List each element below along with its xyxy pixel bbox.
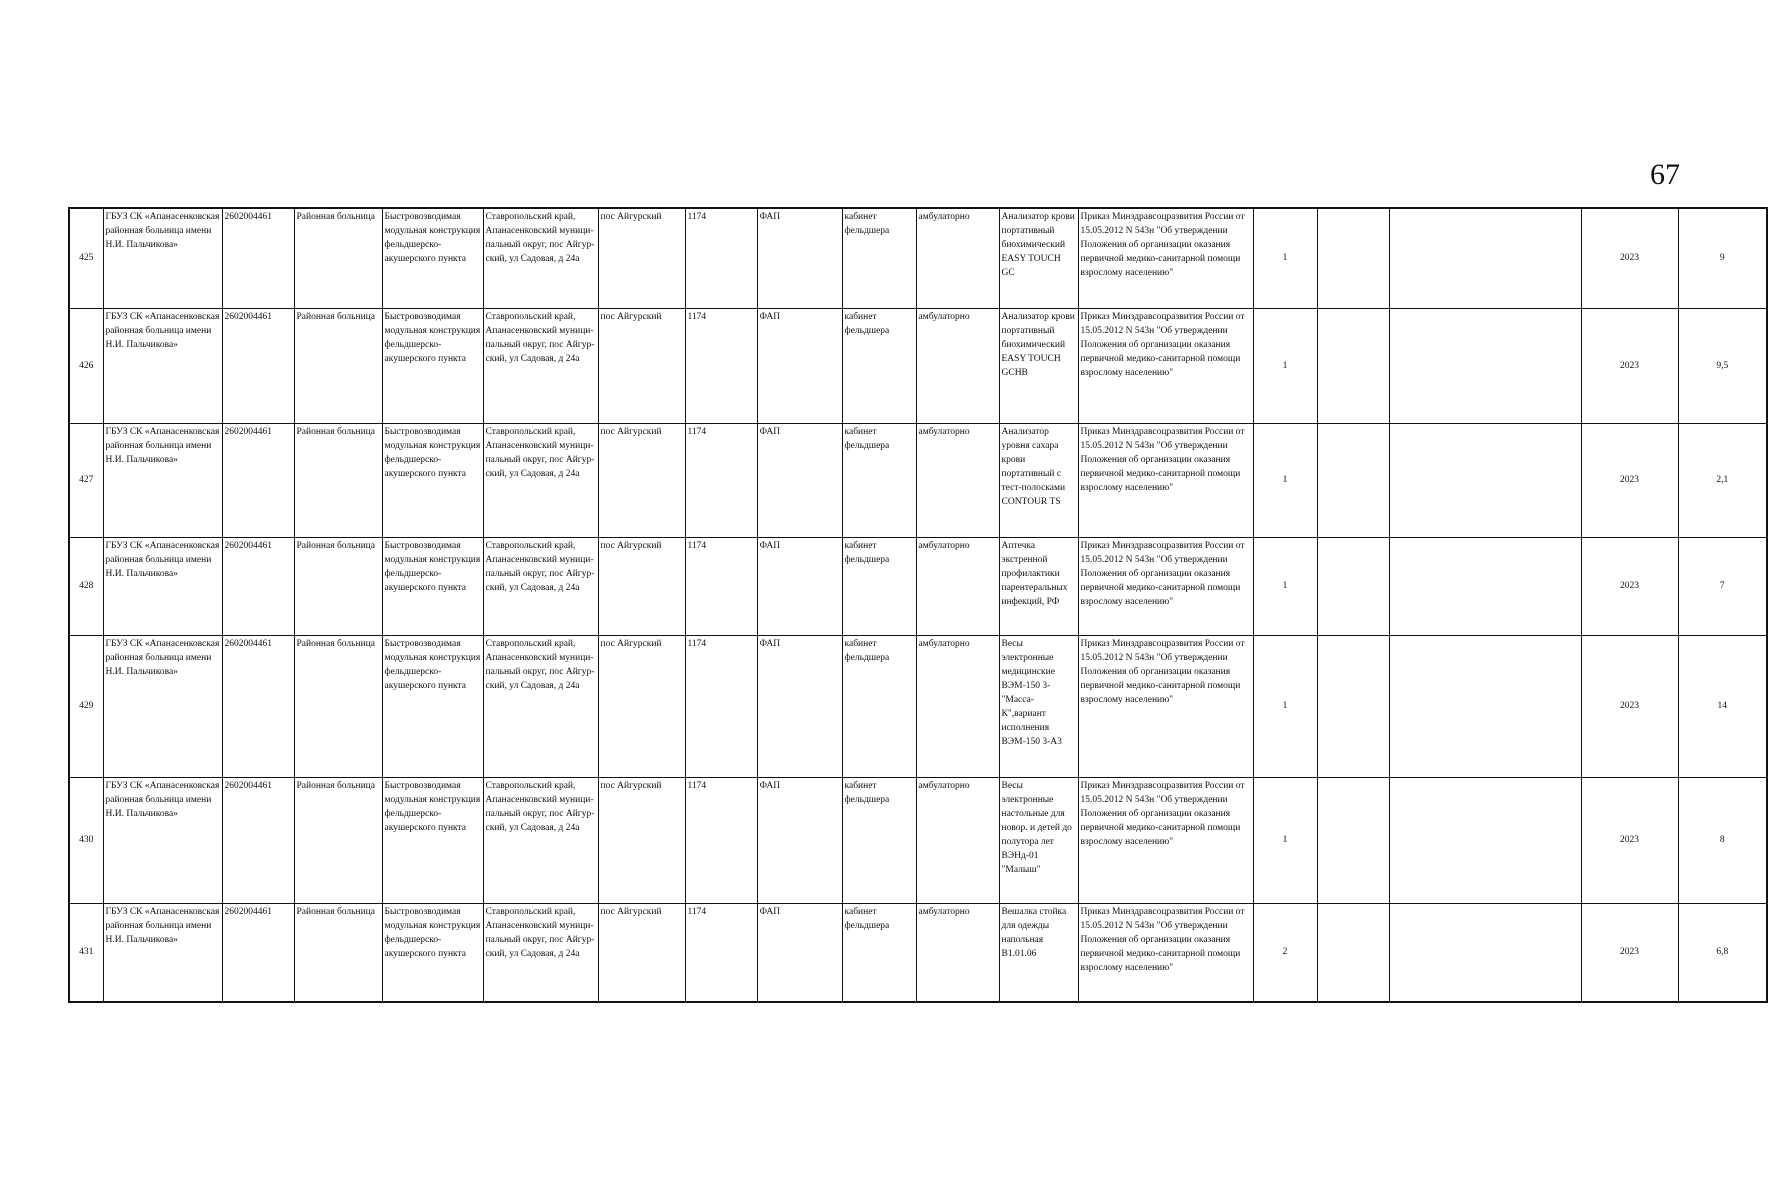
address-cell: Ставропольский край, Апанасенковский муници-пальный округ, пос Айгур-ский, ул Садовая, д 24а — [483, 308, 598, 423]
page-number: 67 — [1650, 158, 1680, 191]
regulation-cell: Приказ Минздравсоцразвития России от 15.05.2012 N 543н "Об утверждении Положения об организации оказания первичной медико-санитарной помощи взрослому населению" — [1078, 635, 1253, 777]
empty-cell-2 — [1389, 777, 1581, 903]
institution-type-cell: Районная больница — [294, 903, 382, 1002]
inn-cell: 2602004461 — [222, 903, 294, 1002]
regulation-cell: Приказ Минздравсоцразвития России от 15.05.2012 N 543н "Об утверждении Положения об организации оказания первичной медико-санитарной помощи взрослому населению" — [1078, 903, 1253, 1002]
cost-cell: 2,1 — [1678, 423, 1767, 537]
equipment-cell: Вешалка стойка для одежды напольная В1.01.06 — [999, 903, 1078, 1002]
object-cell: Быстровозводимая модульная конструкция фельдшерско-акушерского пункта — [382, 537, 483, 635]
institution-type-cell: Районная больница — [294, 635, 382, 777]
room-cell: кабинет фельдшера — [842, 208, 916, 308]
address-cell: Ставропольский край, Апанасенковский муници-пальный округ, пос Айгур-ский, ул Садовая, д 24а — [483, 208, 598, 308]
population-cell: 1174 — [685, 903, 757, 1002]
facility-type-cell: ФАП — [757, 537, 842, 635]
regulation-cell: Приказ Минздравсоцразвития России от 15.05.2012 N 543н "Об утверждении Положения об организации оказания первичной медико-санитарной помощи взрослому населению" — [1078, 208, 1253, 308]
quantity-cell: 1 — [1253, 423, 1317, 537]
organization-cell: ГБУЗ СК «Апанасенковская районная больница имени Н.И. Пальчикова» — [103, 537, 222, 635]
organization-cell: ГБУЗ СК «Апанасенковская районная больница имени Н.И. Пальчикова» — [103, 635, 222, 777]
settlement-cell: пос Айгурский — [598, 308, 685, 423]
settlement-cell: пос Айгурский — [598, 208, 685, 308]
row-number: 426 — [69, 308, 103, 423]
quantity-cell: 1 — [1253, 777, 1317, 903]
empty-cell-1 — [1317, 777, 1389, 903]
equipment-registry-table — [68, 207, 1768, 1003]
row-number: 427 — [69, 423, 103, 537]
facility-type-cell: ФАП — [757, 208, 842, 308]
institution-type-cell: Районная больница — [294, 208, 382, 308]
table-row — [69, 537, 1767, 635]
object-cell: Быстровозводимая модульная конструкция фельдшерско-акушерского пункта — [382, 635, 483, 777]
care-form-cell: амбулаторно — [916, 308, 999, 423]
care-form-cell: амбулаторно — [916, 208, 999, 308]
year-cell: 2023 — [1581, 423, 1678, 537]
care-form-cell: амбулаторно — [916, 777, 999, 903]
institution-type-cell: Районная больница — [294, 423, 382, 537]
year-cell: 2023 — [1581, 537, 1678, 635]
row-number: 431 — [69, 903, 103, 1002]
facility-type-cell: ФАП — [757, 308, 842, 423]
equipment-cell: Аптечка экстренной профилактики парентеральных инфекций, РФ — [999, 537, 1078, 635]
institution-type-cell: Районная больница — [294, 777, 382, 903]
inn-cell: 2602004461 — [222, 537, 294, 635]
address-cell: Ставропольский край, Апанасенковский муници-пальный округ, пос Айгур-ский, ул Садовая, д 24а — [483, 423, 598, 537]
year-cell: 2023 — [1581, 777, 1678, 903]
settlement-cell: пос Айгурский — [598, 635, 685, 777]
population-cell: 1174 — [685, 777, 757, 903]
facility-type-cell: ФАП — [757, 423, 842, 537]
settlement-cell: пос Айгурский — [598, 777, 685, 903]
care-form-cell: амбулаторно — [916, 903, 999, 1002]
institution-type-cell: Районная больница — [294, 308, 382, 423]
inn-cell: 2602004461 — [222, 208, 294, 308]
object-cell: Быстровозводимая модульная конструкция фельдшерско-акушерского пункта — [382, 777, 483, 903]
room-cell: кабинет фельдшера — [842, 423, 916, 537]
organization-cell: ГБУЗ СК «Апанасенковская районная больница имени Н.И. Пальчикова» — [103, 423, 222, 537]
organization-cell: ГБУЗ СК «Апанасенковская районная больница имени Н.И. Пальчикова» — [103, 208, 222, 308]
facility-type-cell: ФАП — [757, 635, 842, 777]
quantity-cell: 1 — [1253, 208, 1317, 308]
population-cell: 1174 — [685, 208, 757, 308]
organization-cell: ГБУЗ СК «Апанасенковская районная больница имени Н.И. Пальчикова» — [103, 777, 222, 903]
care-form-cell: амбулаторно — [916, 423, 999, 537]
row-number: 425 — [69, 208, 103, 308]
quantity-cell: 1 — [1253, 308, 1317, 423]
care-form-cell: амбулаторно — [916, 537, 999, 635]
empty-cell-1 — [1317, 308, 1389, 423]
address-cell: Ставропольский край, Апанасенковский муници-пальный округ, пос Айгур-ский, ул Садовая, д 24а — [483, 537, 598, 635]
equipment-cell: Анализатор крови портативный биохимический EASY TOUCH GC — [999, 208, 1078, 308]
regulation-cell: Приказ Минздравсоцразвития России от 15.05.2012 N 543н "Об утверждении Положения об организации оказания первичной медико-санитарной помощи взрослому населению" — [1078, 537, 1253, 635]
settlement-cell: пос Айгурский — [598, 903, 685, 1002]
object-cell: Быстровозводимая модульная конструкция фельдшерско-акушерского пункта — [382, 208, 483, 308]
empty-cell-2 — [1389, 308, 1581, 423]
quantity-cell: 1 — [1253, 635, 1317, 777]
address-cell: Ставропольский край, Апанасенковский муници-пальный округ, пос Айгур-ский, ул Садовая, д 24а — [483, 903, 598, 1002]
room-cell: кабинет фельдшера — [842, 903, 916, 1002]
empty-cell-1 — [1317, 537, 1389, 635]
equipment-cell: Весы электронные медицинские ВЭМ-150 3-"Масса-К",вариант исполнения ВЭМ-150 3-А3 — [999, 635, 1078, 777]
facility-type-cell: ФАП — [757, 777, 842, 903]
cost-cell: 8 — [1678, 777, 1767, 903]
table-row — [69, 777, 1767, 903]
population-cell: 1174 — [685, 635, 757, 777]
settlement-cell: пос Айгурский — [598, 537, 685, 635]
inn-cell: 2602004461 — [222, 423, 294, 537]
empty-cell-1 — [1317, 423, 1389, 537]
cost-cell: 9 — [1678, 208, 1767, 308]
inn-cell: 2602004461 — [222, 308, 294, 423]
row-number: 428 — [69, 537, 103, 635]
equipment-cell: Анализатор крови портативный биохимический EASY TOUCH GCHB — [999, 308, 1078, 423]
table-row — [69, 423, 1767, 537]
facility-type-cell: ФАП — [757, 903, 842, 1002]
equipment-cell: Весы электронные настольные для новор. и детей до полутора лет ВЭНд-01 "Малыш" — [999, 777, 1078, 903]
population-cell: 1174 — [685, 308, 757, 423]
quantity-cell: 1 — [1253, 537, 1317, 635]
population-cell: 1174 — [685, 423, 757, 537]
empty-cell-2 — [1389, 208, 1581, 308]
row-number: 429 — [69, 635, 103, 777]
year-cell: 2023 — [1581, 208, 1678, 308]
year-cell: 2023 — [1581, 635, 1678, 777]
empty-cell-1 — [1317, 208, 1389, 308]
row-number: 430 — [69, 777, 103, 903]
cost-cell: 6,8 — [1678, 903, 1767, 1002]
room-cell: кабинет фельдшера — [842, 308, 916, 423]
object-cell: Быстровозводимая модульная конструкция фельдшерско-акушерского пункта — [382, 423, 483, 537]
regulation-cell: Приказ Минздравсоцразвития России от 15.05.2012 N 543н "Об утверждении Положения об организации оказания первичной медико-санитарной помощи взрослому населению" — [1078, 777, 1253, 903]
object-cell: Быстровозводимая модульная конструкция фельдшерско-акушерского пункта — [382, 903, 483, 1002]
inn-cell: 2602004461 — [222, 777, 294, 903]
cost-cell: 14 — [1678, 635, 1767, 777]
settlement-cell: пос Айгурский — [598, 423, 685, 537]
room-cell: кабинет фельдшера — [842, 777, 916, 903]
empty-cell-2 — [1389, 537, 1581, 635]
empty-cell-2 — [1389, 423, 1581, 537]
cost-cell: 7 — [1678, 537, 1767, 635]
institution-type-cell: Районная больница — [294, 537, 382, 635]
table-row — [69, 903, 1767, 1002]
population-cell: 1174 — [685, 537, 757, 635]
address-cell: Ставропольский край, Апанасенковский муници-пальный округ, пос Айгур-ский, ул Садовая, д 24а — [483, 635, 598, 777]
table-row — [69, 635, 1767, 777]
empty-cell-1 — [1317, 903, 1389, 1002]
address-cell: Ставропольский край, Апанасенковский муници-пальный округ, пос Айгур-ский, ул Садовая, д 24а — [483, 777, 598, 903]
table-row — [69, 208, 1767, 308]
year-cell: 2023 — [1581, 903, 1678, 1002]
care-form-cell: амбулаторно — [916, 635, 999, 777]
year-cell: 2023 — [1581, 308, 1678, 423]
quantity-cell: 2 — [1253, 903, 1317, 1002]
table-row — [69, 308, 1767, 423]
regulation-cell: Приказ Минздравсоцразвития России от 15.05.2012 N 543н "Об утверждении Положения об организации оказания первичной медико-санитарной помощи взрослому населению" — [1078, 308, 1253, 423]
inn-cell: 2602004461 — [222, 635, 294, 777]
room-cell: кабинет фельдшера — [842, 537, 916, 635]
empty-cell-2 — [1389, 903, 1581, 1002]
object-cell: Быстровозводимая модульная конструкция фельдшерско-акушерского пункта — [382, 308, 483, 423]
empty-cell-2 — [1389, 635, 1581, 777]
empty-cell-1 — [1317, 635, 1389, 777]
regulation-cell: Приказ Минздравсоцразвития России от 15.05.2012 N 543н "Об утверждении Положения об организации оказания первичной медико-санитарной помощи взрослому населению" — [1078, 423, 1253, 537]
equipment-cell: Анализатор уровня сахара крови портативный с тест-полосками CONTOUR TS — [999, 423, 1078, 537]
organization-cell: ГБУЗ СК «Апанасенковская районная больница имени Н.И. Пальчикова» — [103, 308, 222, 423]
organization-cell: ГБУЗ СК «Апанасенковская районная больница имени Н.И. Пальчикова» — [103, 903, 222, 1002]
room-cell: кабинет фельдшера — [842, 635, 916, 777]
cost-cell: 9,5 — [1678, 308, 1767, 423]
